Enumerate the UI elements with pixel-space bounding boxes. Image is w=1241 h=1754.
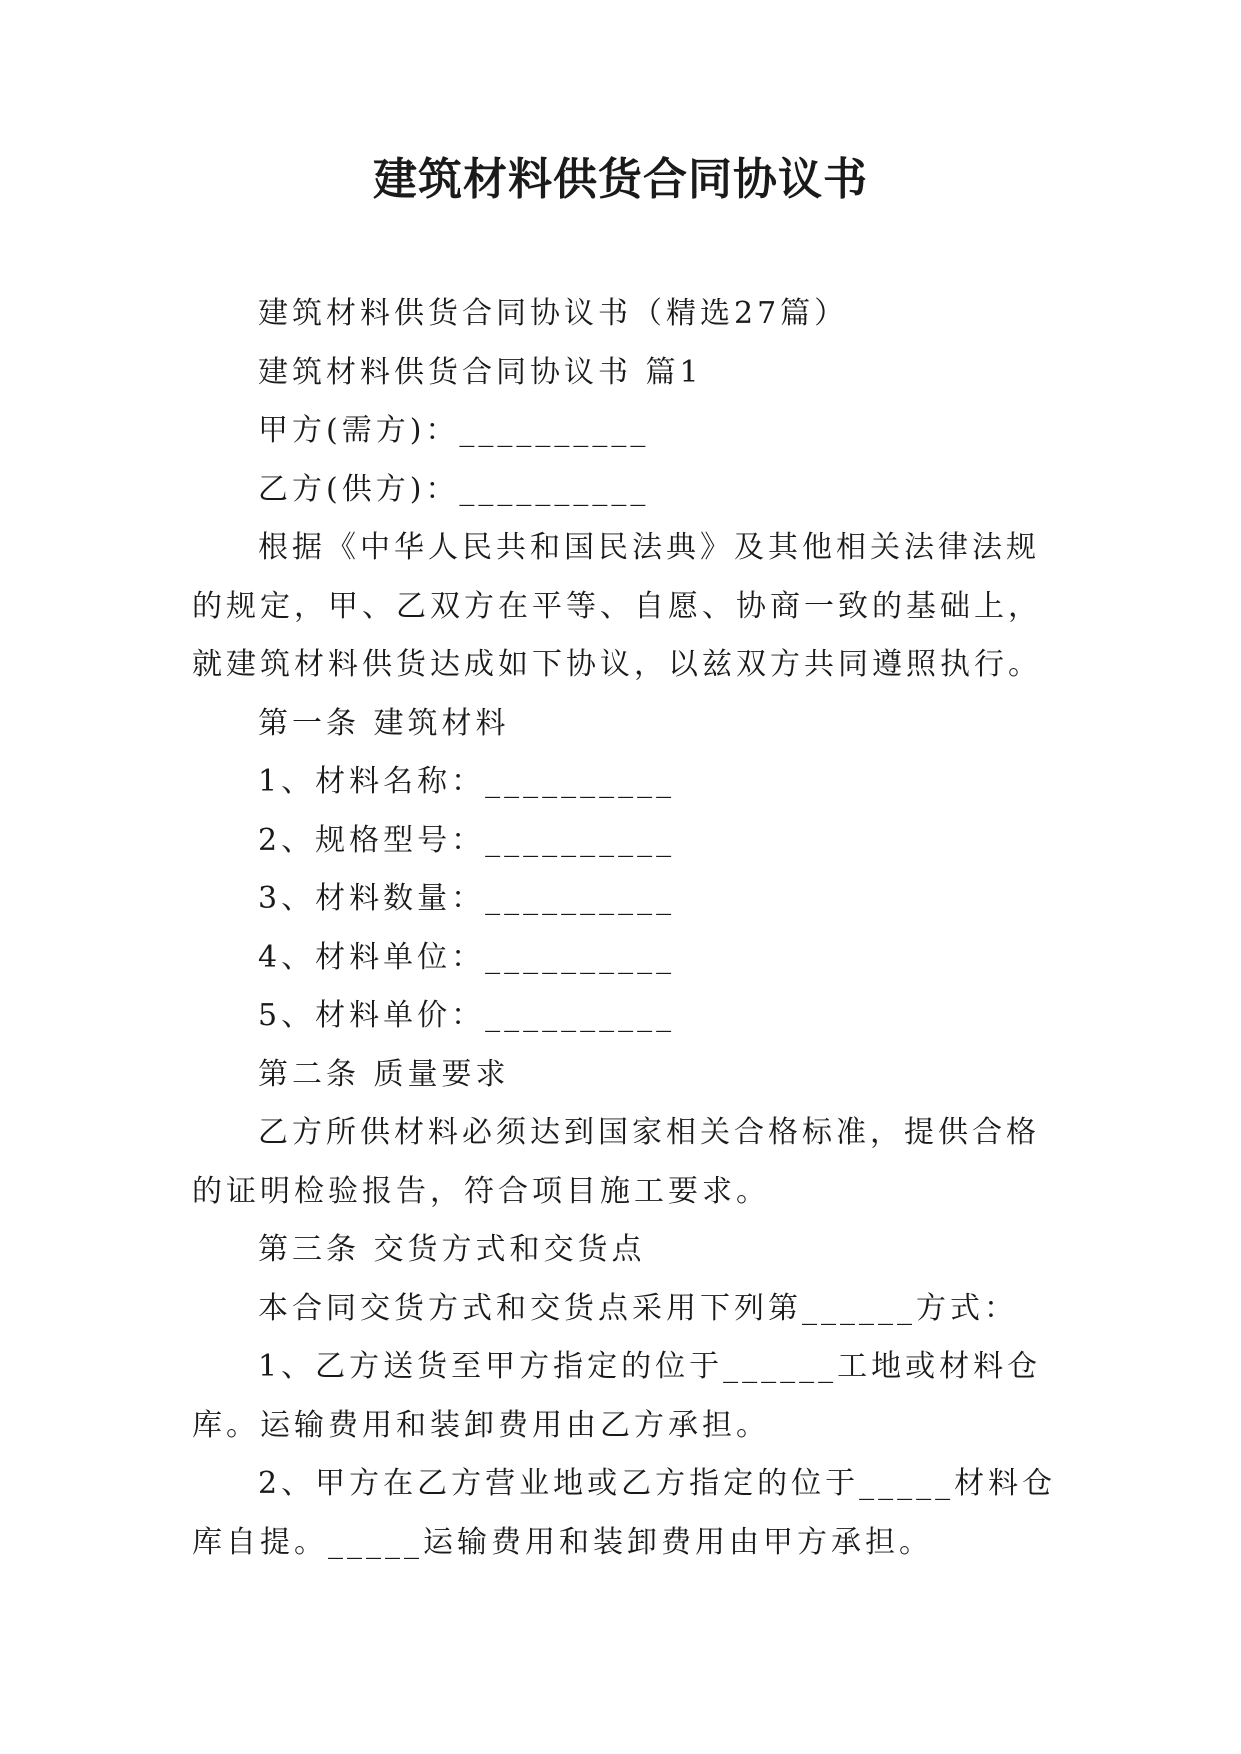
paragraph-preamble: 根据《中华人民共和国民法典》及其他相关法律法规的规定，甲、乙双方在平等、自愿、协商一致的基础上，就建筑材料供货达成如下协议，以兹双方共同遵照执行。 (192, 530, 1042, 682)
paragraph-party-b: 乙方(供方)：__________ (258, 471, 650, 507)
paragraph-delivery-option-1: 1、乙方送货至甲方指定的位于______工地或材料仓库。运输费用和装卸费用由乙方承担。 (192, 1349, 1042, 1443)
paragraph-section-1-heading: 第一条 建筑材料 (258, 705, 510, 741)
paragraph-delivery-intro: 本合同交货方式和交货点采用下列第______方式： (258, 1290, 1018, 1326)
paragraph-material-spec: 2、规格型号：__________ (258, 822, 676, 858)
document-title: 建筑材料供货合同协议书 (373, 154, 868, 205)
paragraph-subtitle: 建筑材料供货合同协议书（精选27篇） (258, 296, 849, 331)
paragraph-article-heading: 建筑材料供货合同协议书 篇1 (258, 354, 703, 390)
document-body (192, 285, 1062, 1572)
paragraph-material-name: 1、材料名称：__________ (258, 764, 676, 799)
paragraph-material-quantity: 3、材料数量：__________ (258, 881, 676, 916)
paragraph-quality: 乙方所供材料必须达到国家相关合格标准，提供合格的证明检验报告，符合项目施工要求。 (192, 1115, 1040, 1209)
paragraph-party-a: 甲方(需方)：__________ (258, 413, 650, 448)
paragraph-section-2-heading: 第二条 质量要求 (258, 1056, 510, 1092)
paragraph-section-3-heading: 第三条 交货方式和交货点 (258, 1232, 646, 1267)
paragraph-delivery-option-2: 2、甲方在乙方营业地或乙方指定的位于_____材料仓库自提。_____运输费用和装卸费用由甲方承担。 (192, 1466, 1057, 1560)
paragraph-material-price: 5、材料单价：__________ (258, 998, 676, 1033)
paragraph-material-unit: 4、材料单位：__________ (258, 939, 676, 975)
